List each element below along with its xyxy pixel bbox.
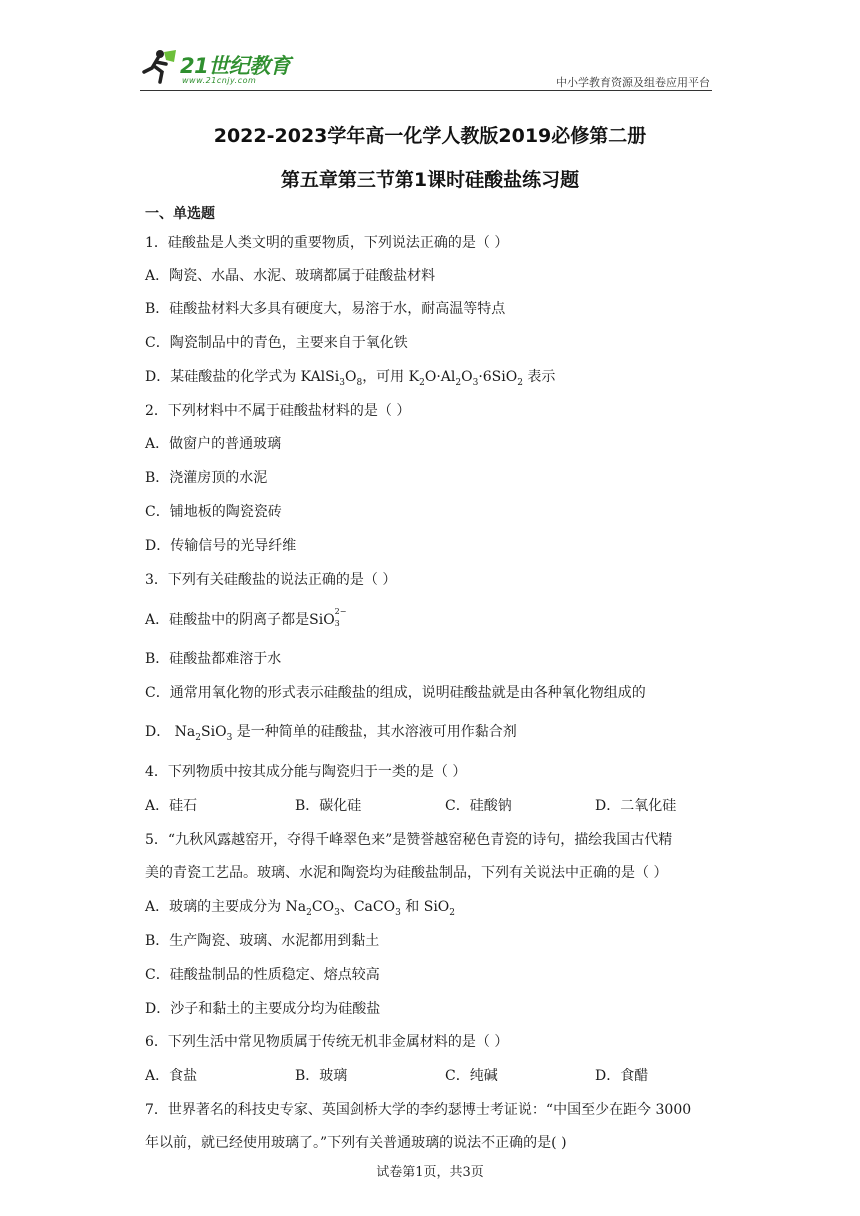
q6-option-c: C．纯碱: [445, 1068, 498, 1084]
q5-option-a: A．玻璃的主要成分为 $Na_2CO_3$、CaCO$_3$ 和 SiO$_2$: [145, 899, 456, 918]
q1-option-a: A．陶瓷、水晶、水泥、玻璃都属于硅酸盐材料: [145, 268, 436, 284]
q5-option-d: D．沙子和黏土的主要成分均为硅酸盐: [145, 1001, 381, 1017]
q6-option-b: B．玻璃: [295, 1068, 348, 1084]
q3-option-d: D． $Na_2SiO_3$ 是一种简单的硅酸盐，其水溶液可用作黏合剂: [145, 724, 517, 743]
q6-option-d: D．食醋: [595, 1068, 649, 1084]
logo: [140, 44, 320, 88]
q2-option-c: C．铺地板的陶瓷瓷砖: [145, 504, 282, 520]
logo-text: 21世纪教育: [180, 54, 291, 78]
q7-stem-line-1: 7．世界著名的科技史专家、英国剑桥大学的李约瑟博士考证说：“中国至少在距今 3000: [145, 1102, 692, 1118]
q1-option-c: C．陶瓷制品中的青色，主要来自于氧化铁: [145, 335, 408, 351]
title-line-1: 2022-2023学年高一化学人教版2019必修第二册: [213, 125, 647, 147]
q5-option-c: C．硅酸盐制品的性质稳定、熔点较高: [145, 967, 380, 983]
q2-option-a: A．做窗户的普通玻璃: [145, 436, 282, 452]
q4-option-a: A．硅石: [145, 798, 198, 814]
q3-option-c: C．通常用氧化物的形式表示硅酸盐的组成，说明硅酸盐就是由各种氧化物组成的: [145, 685, 646, 701]
page-header: [140, 44, 712, 91]
section-heading: 一、单选题: [145, 206, 215, 222]
title-line-2: 第五章第三节第1课时硅酸盐练习题: [280, 169, 580, 191]
q3-stem: 3．下列有关硅酸盐的说法正确的是（ ）: [145, 572, 397, 588]
q4-stem: 4．下列物质中按其成分能与陶瓷归于一类的是（ ）: [145, 764, 467, 780]
q1-option-b: B．硅酸盐材料大多具有硬度大，易溶于水，耐高温等特点: [145, 301, 506, 317]
q4-option-d: D．二氧化硅: [595, 798, 677, 814]
q4-option-c: C．硅酸钠: [445, 798, 512, 814]
q5-stem-line-1: 5．“九秋风露越窑开，夺得千峰翠色来”是赞誉越窑秘色青瓷的诗句，描绘我国古代精: [145, 832, 673, 848]
logo-url: www.21cnjy.com: [182, 76, 257, 85]
platform-name: 中小学教育资源及组卷应用平台: [556, 76, 710, 89]
q2-stem: 2．下列材料中不属于硅酸盐材料的是（ ）: [145, 403, 411, 419]
q1-stem: 1．硅酸盐是人类文明的重要物质，下列说法正确的是（ ）: [145, 235, 509, 251]
q6-stem: 6．下列生活中常见物质属于传统无机非金属材料的是（ ）: [145, 1034, 509, 1050]
q5-stem-line-2: 美的青瓷工艺品。玻璃、水泥和陶瓷均为硅酸盐制品，下列有关说法中正确的是（ ）: [145, 865, 668, 881]
page-footer: 试卷第1页，共3页: [376, 1165, 484, 1180]
q1-option-d: D．某硅酸盐的化学式为 $KAlSi_3O_8$，可用 $K_2O\cdot Al_2O_3\cdot 6SiO_2$ 表示: [145, 369, 556, 388]
q3-option-a: A．硅酸盐中的阴离子都是SiO 2− 3: [145, 607, 347, 628]
q2-option-b: B．浇灌房顶的水泥: [145, 470, 268, 486]
q3-option-b: B．硅酸盐都难溶于水: [145, 651, 282, 667]
q7-stem-line-2: 年以前，就已经使用玻璃了。”下列有关普通玻璃的说法不正确的是( ): [145, 1135, 567, 1151]
q5-option-b: B．生产陶瓷、玻璃、水泥都用到黏土: [145, 933, 380, 949]
q2-option-d: D．传输信号的光导纤维: [145, 538, 297, 554]
q4-option-b: B．碳化硅: [295, 798, 362, 814]
runner-logo-icon: [140, 48, 180, 84]
q6-option-a: A．食盐: [145, 1068, 198, 1084]
